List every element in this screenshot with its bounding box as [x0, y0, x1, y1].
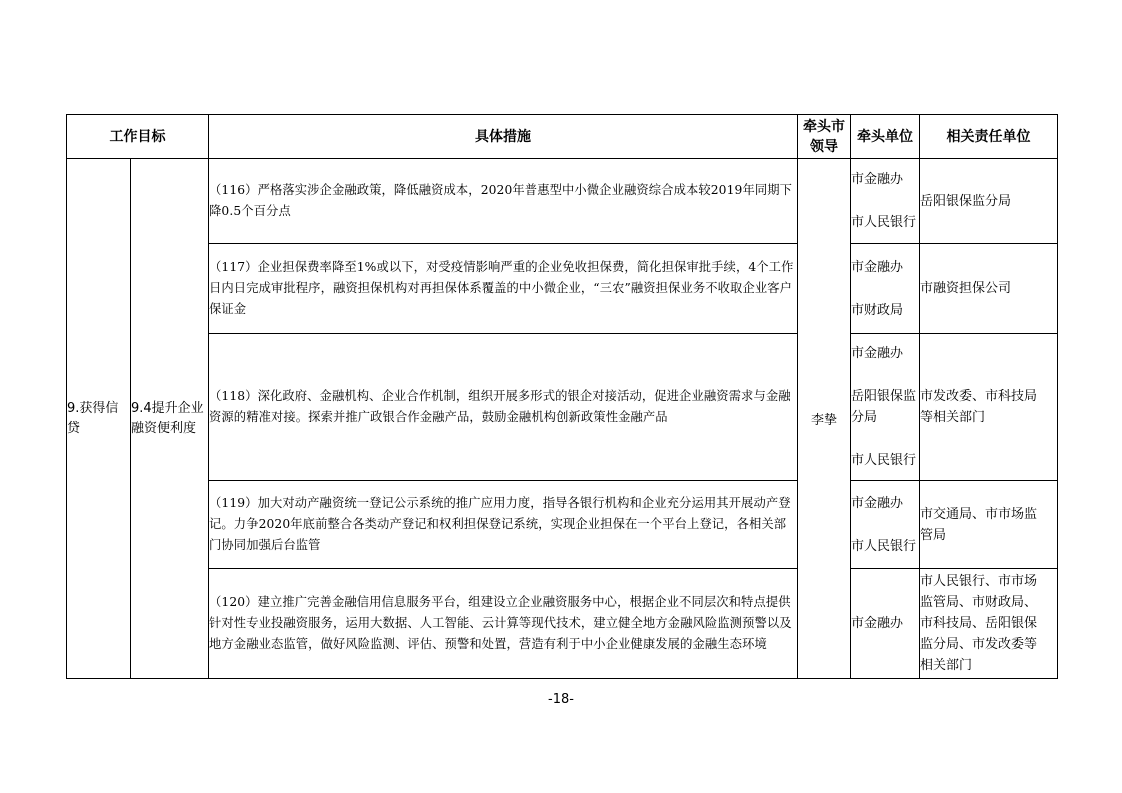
- resp-unit-line: 市人民银行、市市场: [920, 574, 1038, 589]
- lead-unit: 市人民银行: [851, 453, 917, 468]
- lead-unit: 市金融办: [851, 346, 904, 361]
- header-goal: 工作目标: [67, 115, 209, 159]
- lead-unit: 市人民银行: [851, 215, 917, 230]
- leader-cell: 李挚: [798, 159, 851, 679]
- lead-unit-cell: [851, 334, 920, 481]
- lead-unit: 岳阳银保监分局: [851, 389, 917, 425]
- header-row: [67, 115, 1058, 159]
- measure-cell: （118）深化政府、金融机构、企业合作机制，组织开展多形式的银企对接活动，促进企业融资需求与金融资源的精准对接。探索并推广政银合作金融产品，鼓励金融机构创新政策性金融产品: [209, 334, 798, 481]
- resp-unit-line: 市科技局、岳阳银保: [920, 616, 1038, 631]
- resp-unit-cell: [920, 569, 1058, 679]
- resp-unit-line: 等相关部门: [920, 410, 986, 425]
- lead-unit: 市财政局: [851, 302, 904, 318]
- resp-unit-line: 监分局、市发改委等: [920, 637, 1038, 652]
- measure-cell: （116）严格落实涉企金融政策，降低融资成本，2020年普惠型中小微企业融资综合成本较2019年同期下降0.5个百分点: [209, 159, 798, 244]
- lead-unit: 市人民银行: [851, 538, 917, 554]
- resp-unit-cell: [920, 244, 1058, 334]
- lead-unit: 市金融办: [851, 616, 904, 631]
- lead-unit-cell: [851, 569, 920, 679]
- resp-unit-line: 监管局、市财政局、: [920, 595, 1038, 610]
- lead-unit: 市金融办: [851, 259, 904, 275]
- header-resp-units: 相关责任单位: [920, 115, 1058, 159]
- header-leader-text: 牵头市领导: [803, 118, 845, 155]
- resp-unit-cell: [920, 334, 1058, 481]
- measure-cell: （117）企业担保费率降至1%或以下，对受疫情影响严重的企业免收担保费，简化担保审批手续，4个工作日内日完成审批程序，融资担保机构对再担保体系覆盖的中小微企业，“三农”融资担保业务不收取企业客户保证金: [209, 244, 798, 334]
- table-row: [67, 569, 1058, 679]
- table-row: [67, 159, 1058, 244]
- header-measures: 具体措施: [209, 115, 798, 159]
- resp-unit-line: 市发改委、市科技局: [920, 389, 1038, 404]
- lead-unit-cell: [851, 481, 920, 569]
- resp-unit-cell: [920, 159, 1058, 244]
- table-row: [67, 244, 1058, 334]
- resp-unit-line: 岳阳银保监分局: [920, 193, 1012, 209]
- measure-cell: （120）建立推广完善金融信用信息服务平台，组建设立企业融资服务中心，根据企业不同层次和特点提供针对性专业投融资服务，运用大数据、人工智能、云计算等现代技术，建立健全地方金融风险监测预警以及地方金融业态监管，做好风险监测、评估、预警和处置，营造有利于中小企业健康发展的金融生态环境: [209, 569, 798, 679]
- resp-unit-line: 市融资担保公司: [920, 281, 1012, 296]
- lead-unit-cell: [851, 159, 920, 244]
- lead-unit-cell: [851, 244, 920, 334]
- table-row: [67, 334, 1058, 481]
- measure-cell: （119）加大对动产融资统一登记公示系统的推广应用力度，指导各银行机构和企业充分运用其开展动产登记。力争2020年底前整合各类动产登记和权利担保登记系统，实现企业担保在一个平台上登记，各相关部门协同加强后台监管: [209, 481, 798, 569]
- table-row: [67, 481, 1058, 569]
- lead-unit: 市金融办: [851, 495, 904, 511]
- resp-unit-line: 相关部门: [920, 658, 973, 673]
- lead-unit: 市金融办: [851, 172, 904, 187]
- subgoal-cell: 9.4提升企业融资便利度: [131, 159, 209, 679]
- header-lead-unit: 牵头单位: [851, 115, 920, 159]
- header-leader: [798, 115, 851, 159]
- resp-unit-cell: [920, 481, 1058, 569]
- measures-table: [66, 114, 1058, 679]
- page-number: -18-: [548, 692, 574, 707]
- resp-unit-line: 管局: [920, 527, 947, 543]
- resp-unit-line: 市交通局、市市场监: [920, 506, 1038, 522]
- goal-cell: 9.获得信贷: [67, 159, 131, 679]
